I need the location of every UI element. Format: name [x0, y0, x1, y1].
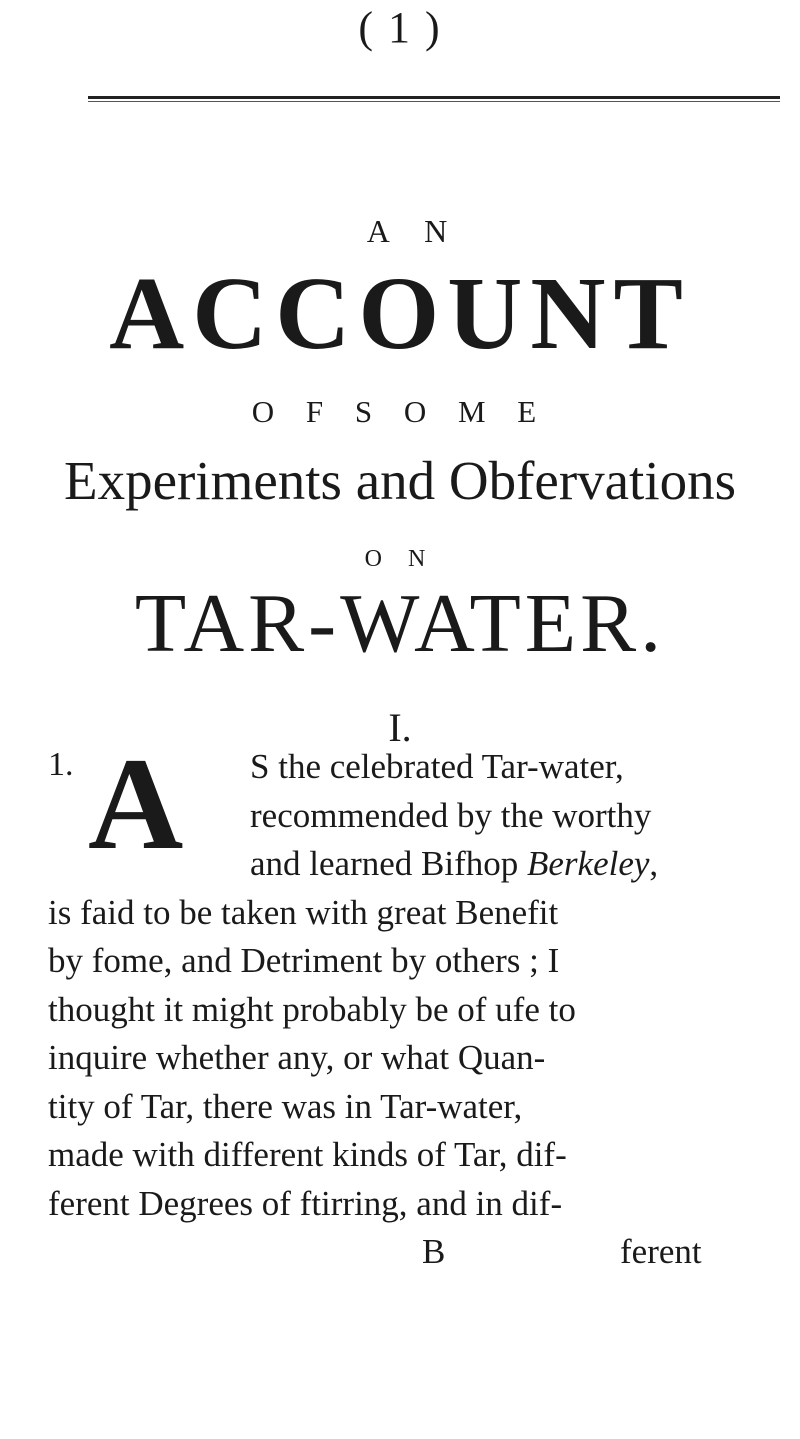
title-tar-water: TAR-WATER. — [134, 577, 666, 670]
text-line-6: thought it might probably be of ufe to — [48, 990, 576, 1029]
catchword: ferent — [620, 1232, 702, 1271]
text-line-1: S the celebrated Tar-water, — [250, 747, 624, 786]
text-line-9: made with different kinds of Tar, dif- — [48, 1135, 567, 1174]
section-number: I. — [388, 705, 412, 750]
signature-mark: B — [422, 1232, 446, 1271]
text-line-5: by fome, and Detriment by others ; I — [48, 941, 560, 980]
text-line-3-post: , — [649, 844, 659, 883]
text-line-4: is faid to be taken with great Benefit — [48, 893, 559, 932]
page-number: ( 1 ) — [358, 3, 442, 52]
title-of-some: O F S O M E — [251, 394, 549, 429]
text-line-8: tity of Tar, there was in Tar-water, — [48, 1087, 523, 1126]
title-account: ACCOUNT — [109, 256, 691, 371]
title-an: A N — [366, 213, 462, 249]
text-line-3-pre: and learned Bifhop — [250, 844, 527, 883]
text-line-3 — [250, 844, 658, 884]
title-on: O N — [364, 546, 436, 572]
paragraph-number: 1. — [48, 746, 74, 783]
text-line-7: inquire whether any, or what Quan- — [48, 1038, 546, 1077]
title-experiments: Experiments and Obfervations — [63, 450, 737, 511]
author-name: Berkeley — [527, 844, 650, 883]
text-line-2: recommended by the worthy — [250, 796, 652, 835]
header-rule — [88, 96, 780, 99]
text-line-10: ferent Degrees of ftirring, and in dif- — [48, 1184, 563, 1223]
drop-cap: A — [88, 730, 184, 877]
header-rule-thin — [88, 101, 780, 102]
